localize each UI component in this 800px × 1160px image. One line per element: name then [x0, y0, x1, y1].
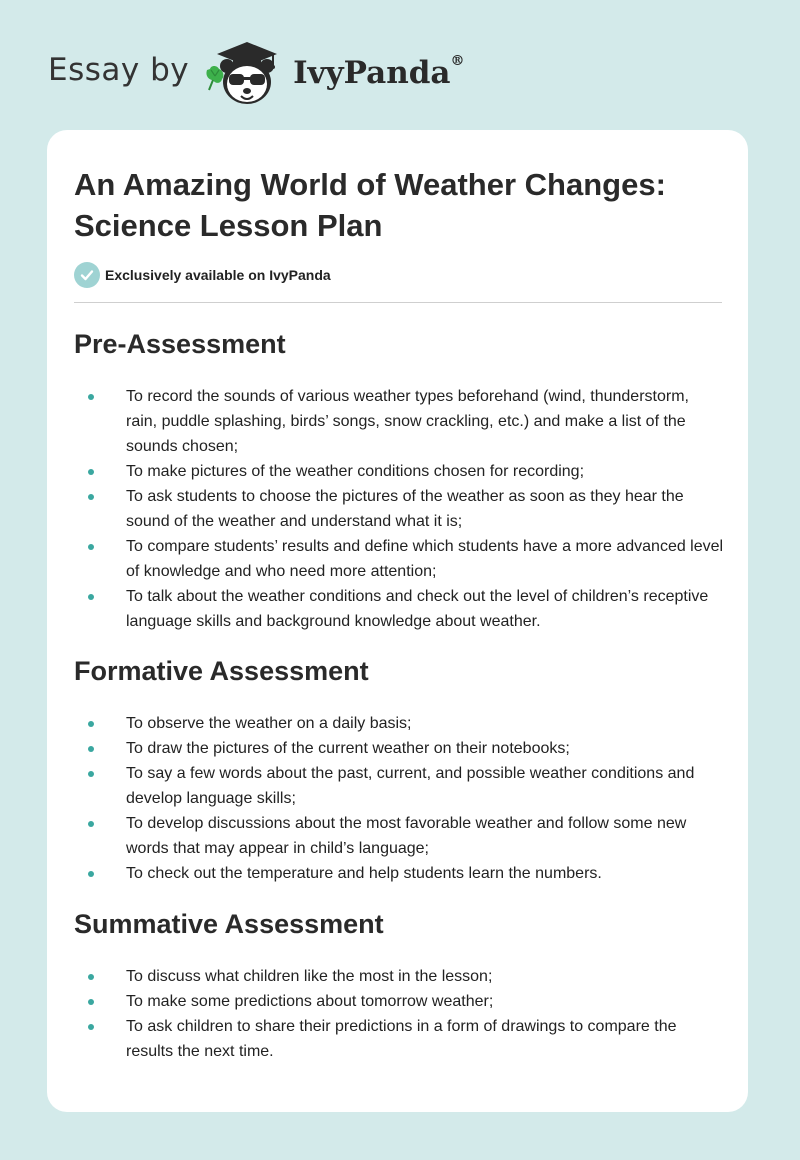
- section-formative-assessment: [74, 655, 724, 882]
- list-item: To compare students’ results and define which students have a more advanced level of knowledge and who need more attention;: [74, 534, 724, 584]
- list-item: To record the sounds of various weather types beforehand (wind, thunderstorm, rain, puddle splashing, birds’ songs, snow crackling, etc.) and make a list of the sounds chosen;: [74, 384, 724, 459]
- exclusive-label: Exclusively available on IvyPanda: [105, 267, 331, 283]
- bullet-icon: [88, 721, 94, 727]
- bullet-icon: [88, 871, 94, 877]
- bullet-icon: [88, 469, 94, 475]
- list-item: To check out the temperature and help students learn the numbers.: [74, 861, 724, 886]
- section-pre-assessment: [74, 328, 724, 630]
- site-header: [48, 36, 465, 108]
- section-heading: Formative Assessment: [74, 656, 369, 686]
- bullet-list: [74, 384, 724, 634]
- bullet-icon: [88, 544, 94, 550]
- essay-by-label: Essay by: [48, 52, 190, 88]
- list-item: To ask children to share their predictions in a form of drawings to compare the results the next time.: [74, 1014, 724, 1064]
- checkmark-icon: [74, 262, 100, 288]
- list-item: To discuss what children like the most in the lesson;: [74, 964, 724, 989]
- list-item: To make pictures of the weather conditions chosen for recording;: [74, 459, 724, 484]
- bullet-list: [74, 711, 724, 886]
- list-item: To say a few words about the past, current, and possible weather conditions and develop language skills;: [74, 761, 724, 811]
- bullet-icon: [88, 1024, 94, 1030]
- list-item: To ask students to choose the pictures of the weather as soon as they hear the sound of the weather and understand what it is;: [74, 484, 724, 534]
- bullet-icon: [88, 999, 94, 1005]
- list-item: To observe the weather on a daily basis;: [74, 711, 724, 736]
- bullet-icon: [88, 746, 94, 752]
- brand-name[interactable]: IvyPanda®: [293, 53, 465, 91]
- bullet-icon: [88, 974, 94, 980]
- bullet-icon: [88, 494, 94, 500]
- bullet-icon: [88, 821, 94, 827]
- exclusive-badge: [74, 262, 331, 288]
- list-item: To talk about the weather conditions and check out the level of children’s receptive language skills and background knowledge about weather.: [74, 584, 724, 634]
- divider: [74, 302, 722, 303]
- section-summative-assessment: [74, 908, 724, 1060]
- document-card: [47, 130, 748, 1112]
- section-heading: Summative Assessment: [74, 909, 384, 939]
- bullet-list: [74, 964, 724, 1064]
- bullet-icon: [88, 594, 94, 600]
- registered-mark: ®: [450, 53, 465, 69]
- list-item: To make some predictions about tomorrow weather;: [74, 989, 724, 1014]
- list-item: To develop discussions about the most favorable weather and follow some new words that may appear in child’s language;: [74, 811, 724, 861]
- page-title: An Amazing World of Weather Changes: Science Lesson Plan: [74, 167, 666, 243]
- section-heading: Pre-Assessment: [74, 329, 286, 359]
- list-item: To draw the pictures of the current weather on their notebooks;: [74, 736, 724, 761]
- panda-graduate-logo-icon[interactable]: [203, 36, 287, 108]
- bullet-icon: [88, 394, 94, 400]
- bullet-icon: [88, 771, 94, 777]
